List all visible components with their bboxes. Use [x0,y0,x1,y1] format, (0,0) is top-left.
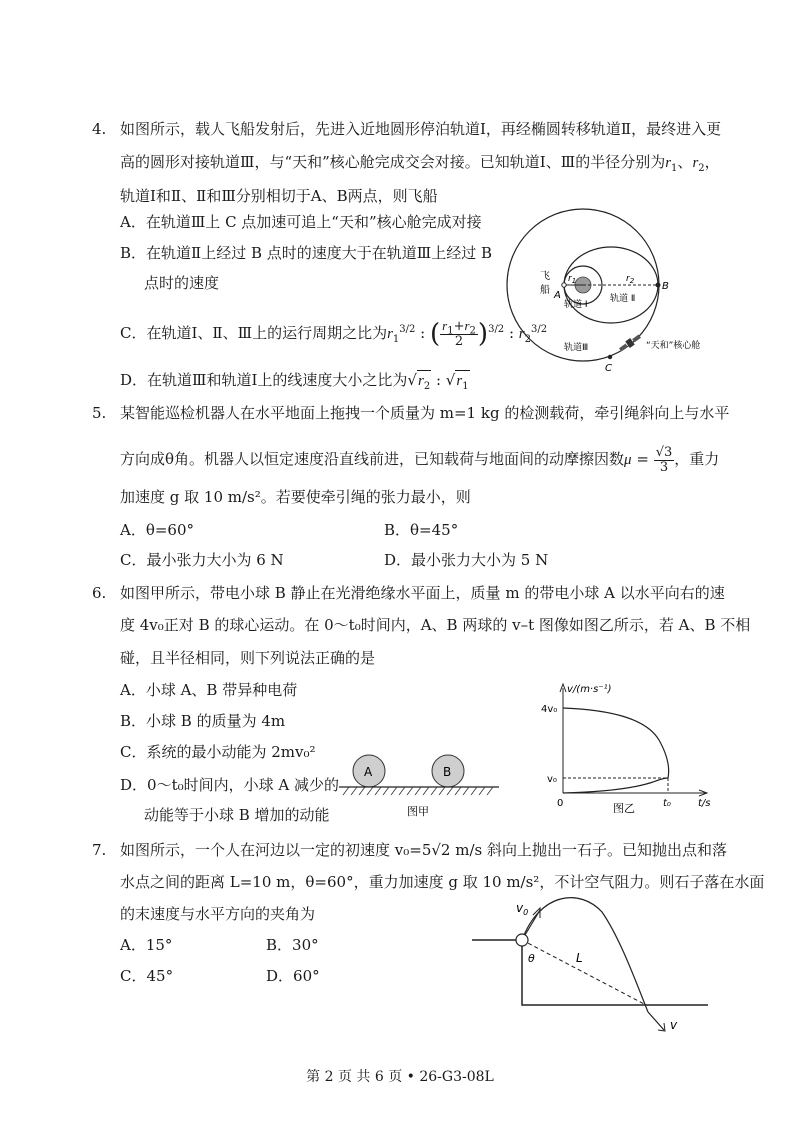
trajectory-curve [522,898,648,1012]
q7-option-d: D．60° [266,967,320,985]
q4-option-b-line2: 点时的速度 [144,274,220,292]
point-c-marker [608,355,612,359]
q7-stem-line2: 水点之间的距离 L=10 m，θ=60°，重力加速度 g 取 10 m/s²，不计空气阻力。则石子落在水面 [120,873,765,891]
x-axis-label: t/s [698,798,711,809]
figure-yi-caption: 图乙 [613,802,635,813]
orbit-i-label: 轨道 Ⅰ [564,300,588,310]
curve-a [563,708,669,778]
q4-stem-line3: 轨道Ⅰ和Ⅱ、Ⅱ和Ⅲ分别相切于A、B两点，则飞船 [120,187,438,205]
v-arrow [648,1012,664,1030]
q5-stem-line2: 方向成θ角。机器人以恒定速度沿直线前进，已知载荷与地面间的动摩擦因数μ = $\frac{√3}{3}$ ，重力 [120,444,720,475]
q4-stem-line2: 高的圆形对接轨道Ⅲ，与“天和”核心舱完成交会对接。已知轨道Ⅰ、Ⅲ的半径分别为$r_1$、$r_2$， [120,153,720,174]
q7-option-b: B．30° [266,936,319,954]
orbit-ii-label: 轨道 Ⅱ [610,294,636,304]
q4-option-b-line1: B．在轨道Ⅱ上经过 B 点时的速度大于在轨道Ⅲ上经过 B [120,244,493,262]
ground-and-water [472,940,708,1005]
q5-option-c: C．最小张力大小为 6 N [120,551,284,569]
v0-label: $v_0$ [516,901,529,917]
q7-stem-line1: 如图所示，一个人在河边以一定的初速度 v₀=5√2 m/s 斜向上抛出一石子。已知抛出点和落 [120,841,727,859]
curve-b [563,778,668,793]
q4-stem-line1: 如图所示，载人飞船发射后，先进入近地圆形停泊轨道Ⅰ，再经椭圆转移轨道Ⅱ，最终进入更 [120,120,722,138]
q6-figure-yi [535,678,720,813]
figure-jia-caption: 图甲 [407,805,429,818]
q6-stem-line1: 如图甲所示，带电小球 B 静止在光滑绝缘水平面上，质量 m 的带电小球 A 以水平向右的速 [120,584,725,602]
theta-label: θ [528,952,535,965]
stone-icon [516,934,528,946]
q6-option-d-line1: D．0～t₀时间内，小球 A 减少的 [120,776,339,794]
q5-option-a: A．θ=60° [120,521,195,539]
r2-label: $r_2$ [626,274,635,285]
L-label: L [576,951,583,965]
q4-number: 4. [92,120,107,138]
station-label: “天和”核心舱 [646,341,701,351]
point-b-label: B [662,281,669,292]
ground-hatch [343,787,493,795]
ball-a-label: A [364,765,373,779]
q6-option-b: B．小球 B 的质量为 4m [120,712,286,730]
station-icon [618,333,642,353]
q5-number: 5. [92,404,107,422]
point-a-label: A [554,290,561,301]
q5-stem-line3: 加速度 g 取 10 m/s²。若要使牵引绳的张力最小，则 [120,488,471,506]
q7-projectile-figure [470,890,710,1040]
y-axis-label: v/(m·s⁻¹) [567,684,612,695]
ship-label-1: 飞 [540,271,550,282]
q6-stem-line3: 碰，且半径相同，则下列说法正确的是 [120,649,376,667]
q6-stem-line2: 度 4v₀正对 B 的球心运动。在 0～t₀时间内，A、B 两球的 v–t 图像如图乙所示，若 A、B 不相 [120,616,751,634]
y-tick-4v0: 4v₀ [541,704,558,715]
ship-label-2: 船 [540,285,550,296]
q5-option-d: D．最小张力大小为 5 N [384,551,549,569]
q7-stem-line3: 的末速度与水平方向的夹角为 [120,905,316,923]
q7-option-c: C．45° [120,967,174,985]
q4-option-a: A．在轨道Ⅲ上 C 点加速可追上“天和”核心舱完成对接 [120,213,482,231]
q6-option-c: C．系统的最小动能为 2mv₀² [120,743,316,761]
q6-option-d-line2: 动能等于小球 B 增加的动能 [144,806,330,824]
q4-orbit-figure [502,205,742,385]
x-origin-label: 0 [557,798,564,809]
q7-number: 7. [92,841,107,859]
q5-stem-line1: 某智能巡检机器人在水平地面上拖拽一个质量为 m=1 kg 的检测载荷，牵引绳斜向上与水平 [120,404,730,422]
orbit-iii-label: 轨道Ⅲ [564,343,589,353]
ball-b-label: B [443,765,452,779]
q6-figure-jia [335,745,505,820]
L-dashed-line [522,940,646,1005]
point-c-label: C [605,363,612,374]
v-label: v [670,1018,678,1032]
r1-label: $r_1$ [568,274,577,285]
y-tick-v0: v₀ [547,774,557,785]
q4-option-d: D．在轨道Ⅲ和轨道Ⅰ上的线速度大小之比为$√r_2$ : $√r_1$ [120,371,469,392]
q6-number: 6. [92,584,107,602]
q7-option-a: A．15° [120,936,173,954]
x-tick-t0: t₀ [663,798,671,809]
q4-option-c: C．在轨道Ⅰ、Ⅱ、Ⅲ上的运行周期之比为$r_1^{3/2}$ : ( $\frac{r_1+r_2}{2}$ )$^{3/2}$ : $r_2^{3/2}$ [120,318,548,349]
point-b-marker [656,283,661,288]
page-footer: 第 2 页 共 6 页 • 26-G3-08L [306,1069,494,1085]
q5-option-b: B．θ=45° [384,521,459,539]
point-a-marker [562,283,566,287]
q6-option-a: A．小球 A、B 带异种电荷 [120,681,298,699]
